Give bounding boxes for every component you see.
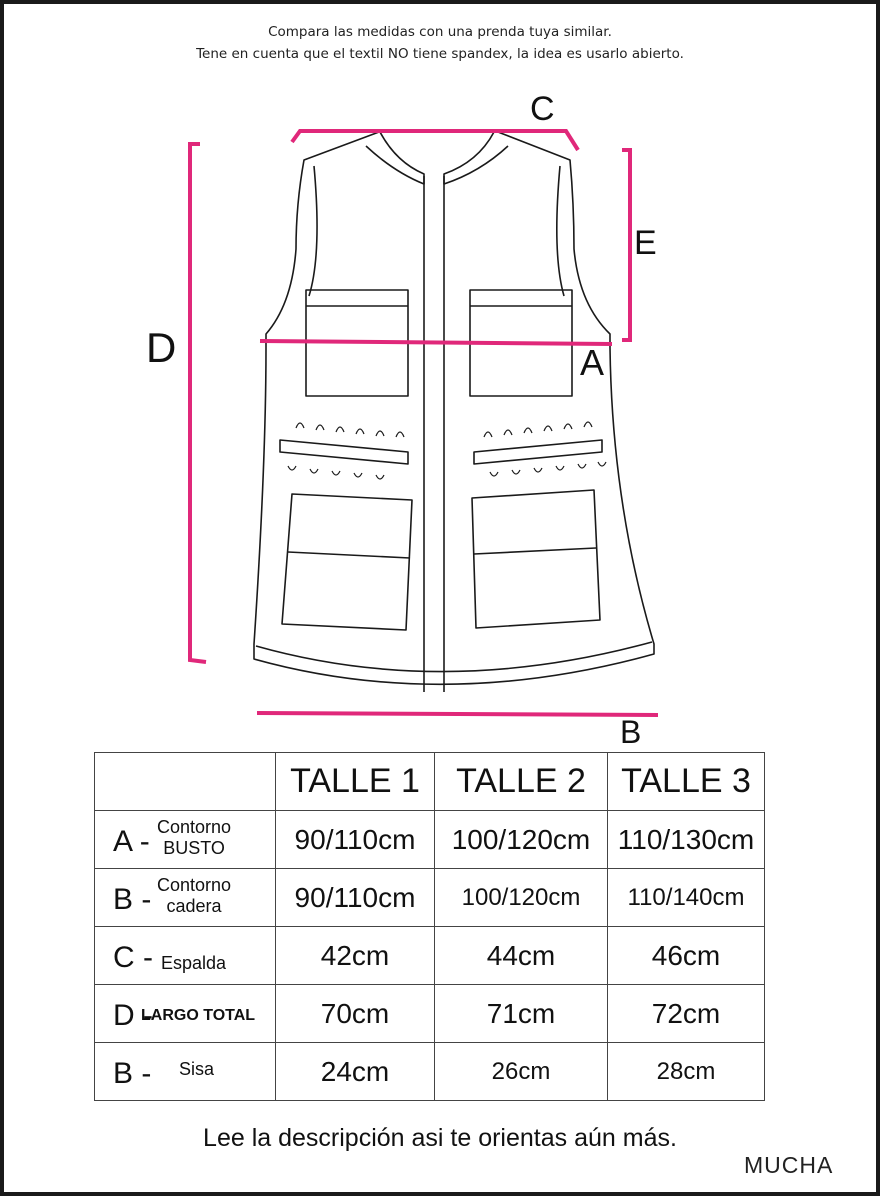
row-label-length [95, 985, 276, 1043]
measure-line-a [260, 341, 612, 344]
table-cell: 44cm [435, 927, 608, 985]
table-cell: 90/110cm [276, 811, 435, 869]
row-letter: A - [113, 825, 150, 858]
header-talle-3: TALLE 3 [608, 753, 765, 811]
vest-outline [254, 132, 654, 692]
row-description: Espalda [161, 953, 227, 973]
row-letter: C - [113, 941, 153, 974]
table-cell: 46cm [608, 927, 765, 985]
row-letter: B - [113, 883, 152, 916]
table-cell: 100/120cm [435, 869, 608, 927]
row-description: Sisa [179, 1059, 215, 1079]
table-row [95, 985, 765, 1043]
instruction-line-2: Tene en cuenta que el textil NO tiene spandex, la idea es usarlo abierto. [196, 46, 684, 62]
row-letter: B - [113, 1057, 152, 1090]
row-label-hip [95, 869, 276, 927]
table-corner-cell [95, 753, 276, 811]
row-label-armhole [95, 1043, 276, 1101]
row-label-back [95, 927, 276, 985]
size-table [94, 752, 765, 1101]
table-cell: 71cm [435, 985, 608, 1043]
measure-line-e [622, 150, 630, 340]
footer-note: Lee la descripción asi te orientas aún más. [203, 1124, 677, 1152]
table-cell: 28cm [608, 1043, 765, 1101]
row-description: Contorno cadera [157, 875, 232, 916]
table-cell: 110/140cm [608, 869, 765, 927]
row-description: Contorno BUSTO [157, 817, 232, 858]
table-row [95, 1043, 765, 1101]
label-d: D [146, 324, 177, 371]
header-talle-1: TALLE 1 [276, 753, 435, 811]
table-row [95, 811, 765, 869]
measure-line-b [257, 713, 658, 715]
size-guide-sheet [4, 4, 876, 1192]
table-header-row [95, 753, 765, 811]
table-cell: 72cm [608, 985, 765, 1043]
label-e: E [634, 224, 657, 262]
instruction-line-1: Compara las medidas con una prenda tuya similar. [268, 24, 612, 40]
brand-logo: MUCHA [744, 1152, 834, 1178]
table-cell: 24cm [276, 1043, 435, 1101]
table-cell: 90/110cm [276, 869, 435, 927]
label-c: C [530, 90, 555, 128]
table-cell: 100/120cm [435, 811, 608, 869]
sleeveless-vest-drawing [4, 4, 876, 744]
table-row [95, 927, 765, 985]
measure-line-d [190, 144, 206, 662]
label-a: A [580, 342, 605, 383]
table-cell: 110/130cm [608, 811, 765, 869]
table-cell: 70cm [276, 985, 435, 1043]
row-label-bust [95, 811, 276, 869]
header-talle-2: TALLE 2 [435, 753, 608, 811]
table-cell: 26cm [435, 1043, 608, 1101]
table-row [95, 869, 765, 927]
row-description: LARGO TOTAL [141, 1007, 256, 1024]
row-letter: D - [113, 999, 153, 1032]
label-b: B [620, 714, 642, 750]
table-cell: 42cm [276, 927, 435, 985]
